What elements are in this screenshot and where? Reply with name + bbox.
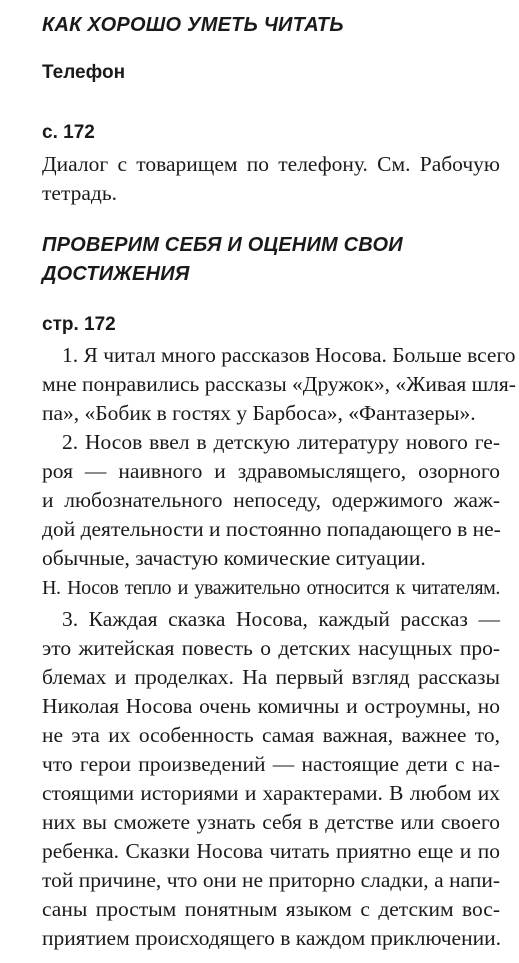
paragraph-line: тетрадь.: [42, 181, 118, 205]
answer-line: 2. Носов ввел в детскую литературу нового ге-: [62, 430, 500, 454]
section-title: КАК ХОРОШО УМЕТЬ ЧИТАТЬ: [42, 14, 344, 36]
answer-line: это житейская повесть о детских насущных про-: [42, 636, 500, 660]
answer-line: дой деятельности и постоянно попадающего в не-: [42, 517, 501, 541]
answer-line: блемах и проделках. На первый взгляд рассказы: [42, 665, 500, 689]
answer-line: 3. Каждая сказка Носова, каждый рассказ —: [62, 607, 500, 631]
answer-line: роя — наивного и здравомыслящего, озорного: [42, 459, 500, 483]
answer-line: мне понравились рассказы «Дружок», «Живая шля-: [42, 372, 516, 396]
answer-line: саны простым понятным языком с детским вос-: [42, 897, 500, 921]
answer-line: что герои произведений — настоящие дети с на-: [42, 752, 500, 776]
paragraph-line: Диалог с товарищем по телефону. См. Рабочую: [42, 152, 500, 176]
answer-line: Николая Носова очень комичны и остроумны, но: [42, 694, 500, 718]
answer-line: приятием происходящего в каждом приключении.: [42, 926, 501, 950]
page-reference: с. 172: [42, 122, 95, 143]
answer-line: стоящими историями и характерами. В любом их: [42, 781, 500, 805]
answer-line: и любознательного непоседу, одержимого жаж-: [42, 488, 500, 512]
answer-line: па», «Бобик в гостях у Барбоса», «Фантазеры».: [42, 401, 476, 425]
answer-line: той причине, что они не приторно сладки, а напи-: [42, 868, 500, 892]
answer-line: них вы сможете узнать себя в детстве или своего: [42, 810, 500, 834]
section-title-line: ДОСТИЖЕНИЯ: [42, 263, 190, 285]
section-title-line: ПРОВЕРИМ СЕБЯ И ОЦЕНИМ СВОИ: [42, 234, 403, 256]
story-title: Телефон: [42, 62, 126, 83]
answer-line: 1. Я читал много рассказов Носова. Больше всего: [62, 343, 516, 367]
answer-line: обычные, зачастую комические ситуации.: [42, 546, 426, 570]
answer-line: ребенка. Сказки Носова читать приятно еще и по: [42, 839, 500, 863]
page-reference: стр. 172: [42, 314, 116, 335]
note-line: Н. Носов тепло и уважительно относится к читателям.: [42, 577, 500, 599]
answer-line: не эта их особенность самая важная, важнее то,: [42, 723, 500, 747]
